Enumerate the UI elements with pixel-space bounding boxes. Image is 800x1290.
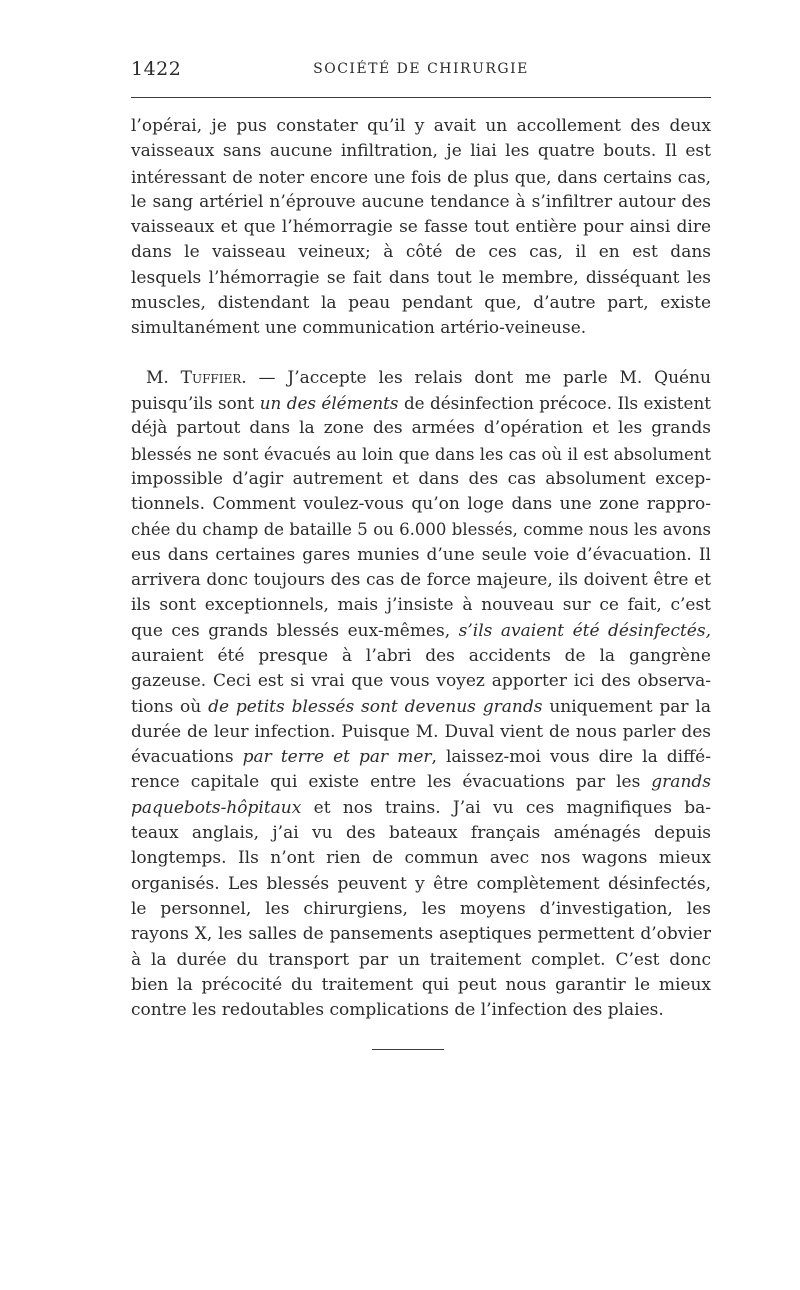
italic-run: par terre et par mer: [242, 747, 432, 768]
paragraph-gap: [131, 342, 711, 366]
text-line: [131, 366, 711, 391]
text-line: à la durée du transport par un traitement complet. C’est donc: [131, 949, 711, 970]
italic-run: s’ils avaient été désinfectés,: [458, 620, 711, 641]
text-run: que ces grands blessés eux-mêmes,: [131, 620, 459, 641]
text-line: simultanément une communication artério-veineuse.: [131, 318, 587, 339]
text-line: longtemps. Ils n’ont rien de commun avec nos wagons mieux: [131, 848, 711, 869]
speaker-prefix: M.: [146, 367, 181, 388]
body-text: [131, 114, 711, 1023]
text-line: dans le vaisseau veineux; à côté de ces cas, il en est dans: [131, 242, 711, 263]
running-title: SOCIÉTÉ DE CHIRURGIE: [313, 61, 529, 77]
text-line: [131, 695, 711, 720]
text-line: [131, 796, 711, 821]
text-line: arrivera donc toujours des cas de force majeure, ils doivent être et: [131, 570, 711, 591]
text-run: et nos trains. J’ai vu ces magnifiques ba-: [301, 797, 711, 818]
text-line: muscles, distendant la peau pendant que, d’autre part, existe: [131, 293, 711, 314]
text-line: vaisseaux sans aucune infiltration, je liai les quatre bouts. Il est: [131, 141, 711, 162]
text-run: de désinfection précoce. Ils existent: [398, 392, 711, 413]
text-line: tionnels. Comment voulez-vous qu’on loge dans une zone rappro-: [131, 494, 711, 515]
text-run: rence capitale qui existe entre les évacuations par les: [131, 772, 652, 793]
text-line: vaisseaux et que l’hémorragie se fasse tout entière pour ainsi dire: [131, 217, 711, 238]
text-line: lesquels l’hémorragie se fait dans tout le membre, disséquant les: [131, 267, 711, 288]
text-line: impossible d’agir autrement et dans des cas absolument excep-: [131, 468, 711, 489]
section-end-rule: [372, 1049, 444, 1050]
header-rule: [131, 97, 711, 98]
text-line: le personnel, les chirurgiens, les moyens d’investigation, les: [131, 898, 711, 919]
italic-run: un des éléments: [259, 392, 399, 413]
text-line: ils sont exceptionnels, mais j’insiste à nouveau sur ce fait, c’est: [131, 595, 711, 616]
text-line: rayons X, les salles de pansements aseptiques permettent d’obvier: [131, 924, 711, 945]
paragraph-continuation: [131, 114, 711, 342]
text-run: uniquement par la: [542, 696, 711, 717]
text-line: [131, 391, 711, 416]
text-run: tions où: [131, 696, 209, 717]
text-run: . — J’accepte les relais dont me parle M. Quénu: [241, 367, 711, 388]
italic-run: grands: [651, 772, 711, 793]
text-line: le sang artériel n’éprouve aucune tendance à s’infiltrer autour des: [131, 191, 711, 212]
text-line: gazeuse. Ceci est si vrai que vous voyez apporter ici des observa-: [131, 671, 711, 692]
text-run: évacuations: [131, 747, 243, 768]
text-line: teaux anglais, j’ai vu des bateaux français aménagés depuis: [131, 823, 711, 844]
text-line: intéressant de noter encore une fois de plus que, dans certains cas,: [131, 166, 711, 187]
text-line: [131, 770, 711, 795]
text-line: contre les redoutables complications de l’infection des plaies.: [131, 1000, 664, 1021]
italic-run: de petits blessés sont devenus grands: [208, 696, 543, 717]
text-run: puisqu’ils sont: [131, 392, 260, 413]
text-line: chée du champ de bataille 5 ou 6.000 blessés, comme nous les avons: [131, 520, 711, 540]
text-line: déjà partout dans la zone des armées d’opération et les grands: [131, 418, 711, 439]
text-line: bien la précocité du traitement qui peut nous garantir le mieux: [131, 974, 711, 995]
text-line: durée de leur infection. Puisque M. Duval vient de nous parler des: [131, 721, 711, 742]
italic-run: paquebots-hôpitaux: [131, 797, 302, 818]
text-line: eus dans certaines gares munies d’une seule voie d’évacuation. Il: [131, 544, 711, 565]
text-line: [131, 619, 711, 644]
text-line: organisés. Les blessés peuvent y être complètement désinfectés,: [131, 873, 711, 894]
page-number: 1422: [131, 58, 182, 80]
text-line: [131, 745, 711, 770]
speaker-name: Tuffier: [180, 367, 242, 388]
text-run: , laissez-moi vous dire la diffé-: [431, 747, 711, 768]
paragraph-tuffier: [131, 366, 711, 1024]
page-header: [131, 58, 711, 82]
text-line: l’opérai, je pus constater qu’il y avait un accollement des deux: [131, 116, 711, 136]
text-line: blessés ne sont évacués au loin que dans les cas où il est absolument: [131, 444, 711, 464]
text-line: auraient été presque à l’abri des accidents de la gangrène: [131, 645, 711, 666]
